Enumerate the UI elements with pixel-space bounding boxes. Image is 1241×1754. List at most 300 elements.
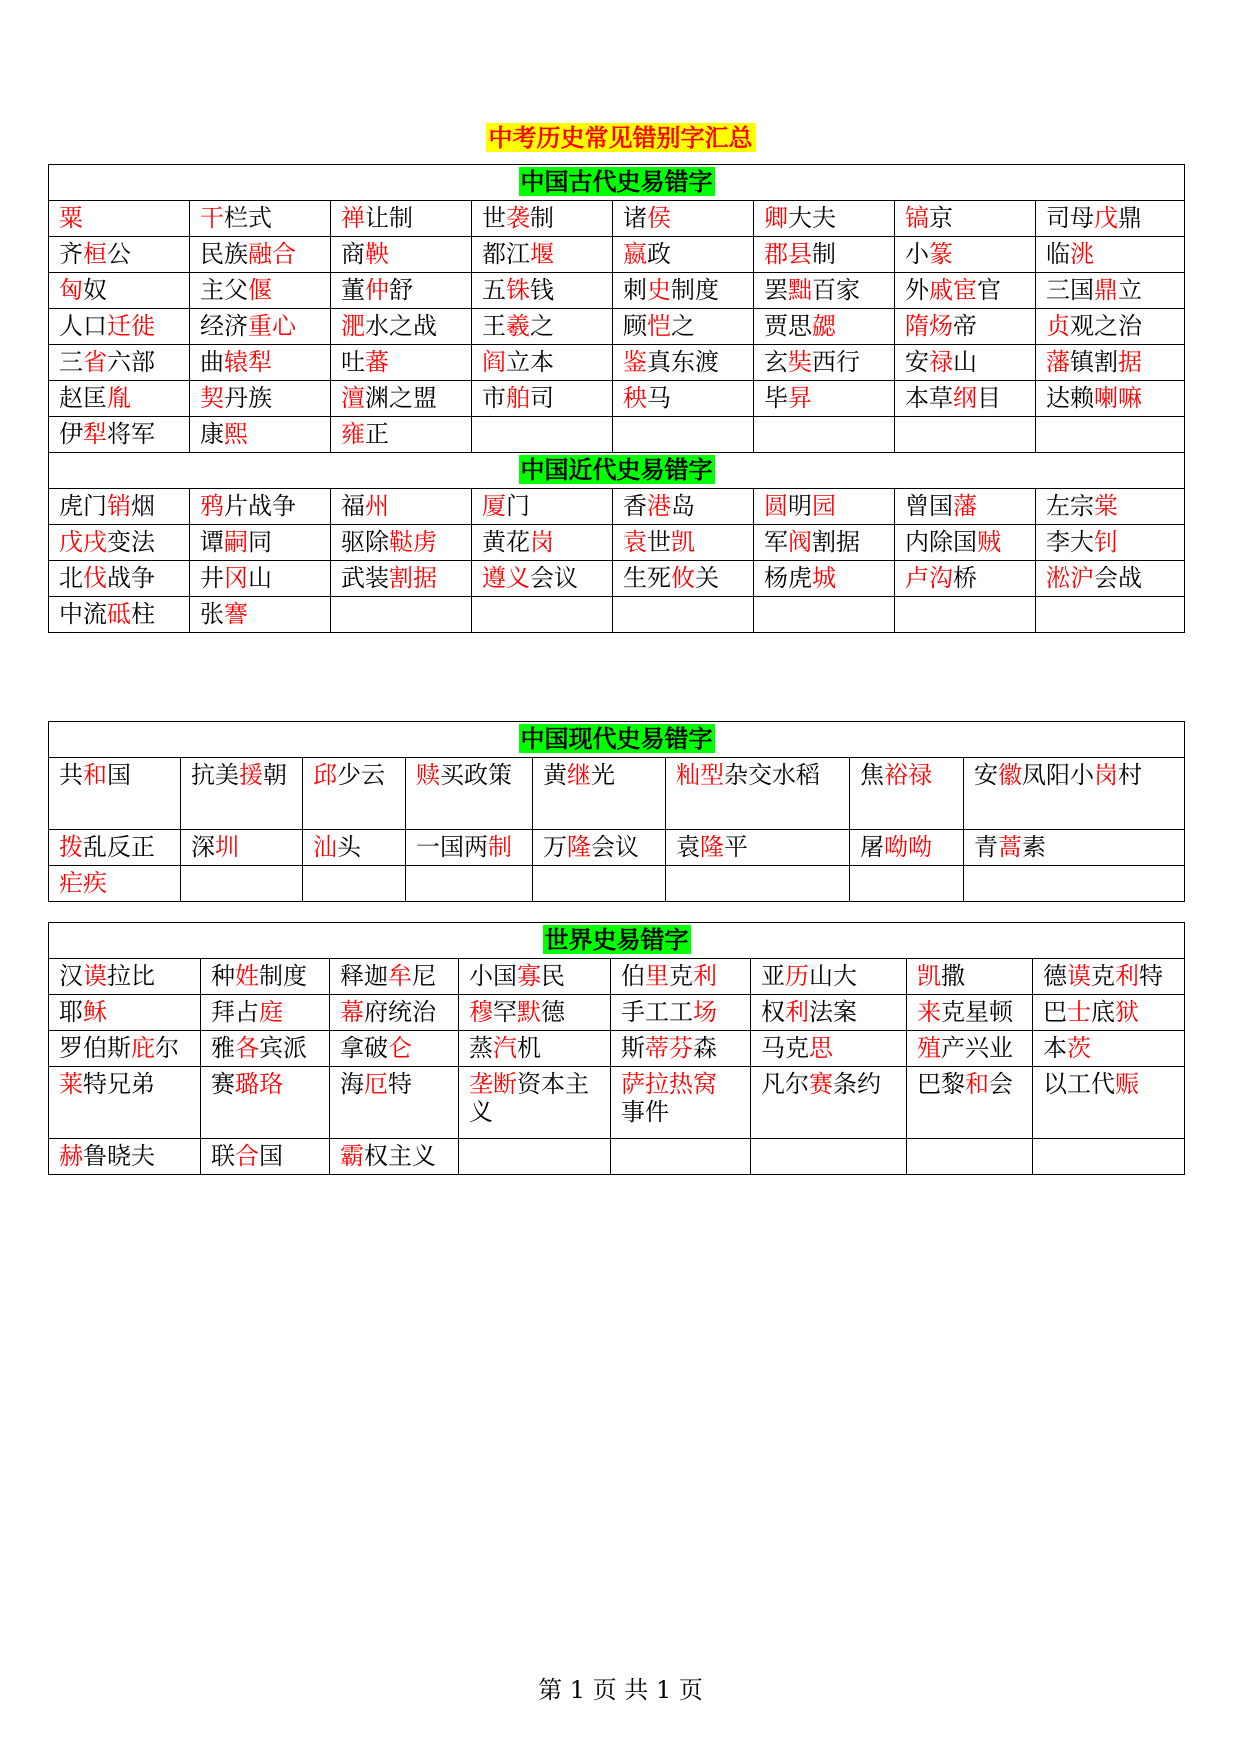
- error-prone-char: 卢沟: [905, 564, 953, 592]
- term-text: 武装: [341, 564, 389, 592]
- term-cell: [895, 273, 1036, 309]
- error-prone-char: 邱: [313, 761, 337, 789]
- term-cell: [49, 237, 190, 273]
- error-prone-char: 厄: [364, 1070, 388, 1098]
- term-text: 三: [59, 348, 83, 376]
- term-cell: [751, 959, 907, 995]
- error-prone-char: 籼型: [676, 761, 724, 789]
- term-text: 桥: [953, 564, 977, 592]
- term-cell: [190, 201, 331, 237]
- term-cell: [472, 489, 613, 525]
- term-text: 刺: [623, 276, 647, 304]
- error-prone-char: 制: [488, 833, 512, 861]
- error-prone-char: 幕: [340, 998, 364, 1026]
- term-cell: [1033, 1067, 1185, 1139]
- term-cell: [895, 489, 1036, 525]
- term-cell: [459, 1139, 611, 1175]
- term-text: 光: [591, 761, 615, 789]
- term-text: 克: [669, 962, 693, 990]
- table-row: [49, 995, 1185, 1031]
- error-prone-char: 仑: [388, 1034, 412, 1062]
- term-cell: [190, 381, 331, 417]
- term-cell: [613, 309, 754, 345]
- term-cell: [181, 866, 303, 902]
- term-text: 董: [341, 276, 365, 304]
- term-cell: [472, 237, 613, 273]
- error-prone-char: 垄断: [469, 1070, 517, 1098]
- term-text: 伯: [621, 962, 645, 990]
- term-text: 奴: [83, 276, 107, 304]
- term-text: 释迦: [340, 962, 388, 990]
- term-cell: [754, 237, 895, 273]
- error-prone-char: 赈: [1115, 1070, 1139, 1098]
- term-cell: [613, 525, 754, 561]
- term-cell: [754, 489, 895, 525]
- term-cell: [754, 525, 895, 561]
- term-text: 制: [812, 240, 836, 268]
- term-cell: [49, 959, 201, 995]
- term-text: 帝: [953, 312, 977, 340]
- error-prone-char: 州: [365, 492, 389, 520]
- error-prone-char: 割据: [389, 564, 437, 592]
- term-text: 权主义: [364, 1142, 436, 1170]
- section-header-ancient: 中国古代史易错字: [49, 165, 1185, 201]
- error-prone-char: 卿: [764, 204, 788, 232]
- term-cell: [1036, 273, 1185, 309]
- term-cell: [331, 381, 472, 417]
- term-cell: [613, 597, 754, 633]
- term-text: 黄花: [482, 528, 530, 556]
- error-prone-char: 合: [235, 1142, 259, 1170]
- term-text: 府统治: [364, 998, 436, 1026]
- error-prone-char: 蕃: [365, 348, 389, 376]
- term-cell: [895, 381, 1036, 417]
- term-cell: [49, 345, 190, 381]
- term-cell: [190, 597, 331, 633]
- term-cell: [190, 489, 331, 525]
- error-prone-char: 鞅: [365, 240, 389, 268]
- term-cell: [850, 758, 964, 830]
- error-prone-char: 迁徙: [107, 312, 155, 340]
- term-cell: [190, 525, 331, 561]
- term-text: 西行: [812, 348, 860, 376]
- error-prone-char: 澶: [341, 384, 365, 412]
- term-cell: [330, 959, 459, 995]
- term-text: 头: [337, 833, 361, 861]
- term-cell: [49, 525, 190, 561]
- term-text: 让制: [365, 204, 413, 232]
- term-cell: [754, 309, 895, 345]
- error-prone-char: 郡县: [764, 240, 812, 268]
- error-prone-char: 利: [693, 962, 717, 990]
- term-text: 村: [1118, 761, 1142, 789]
- error-prone-char: 城: [812, 564, 836, 592]
- term-text: 世: [482, 204, 506, 232]
- term-cell: [49, 830, 181, 866]
- term-text: 同: [248, 528, 272, 556]
- term-cell: [754, 381, 895, 417]
- error-prone-char: 黜: [788, 276, 812, 304]
- term-text: 耶: [59, 998, 83, 1026]
- typo-table-contemporary: [48, 721, 1185, 902]
- error-prone-char: 融合: [248, 240, 296, 268]
- table-row: [49, 309, 1185, 345]
- term-text: 克星顿: [941, 998, 1013, 1026]
- term-text: 海: [340, 1070, 364, 1098]
- term-cell: [895, 525, 1036, 561]
- error-prone-char: 堰: [530, 240, 554, 268]
- term-text: 玄: [764, 348, 788, 376]
- term-cell: [201, 1067, 330, 1139]
- term-cell: [190, 237, 331, 273]
- term-cell: [611, 995, 751, 1031]
- table-row: [49, 866, 1185, 902]
- term-text: 宾派: [259, 1034, 307, 1062]
- error-prone-char: 姓: [235, 962, 259, 990]
- term-text: 栏式: [224, 204, 272, 232]
- error-prone-char: 和: [965, 1070, 989, 1098]
- term-text: 马: [647, 384, 671, 412]
- error-prone-char: 纲: [953, 384, 977, 412]
- term-text: 山: [953, 348, 977, 376]
- term-text: 民族: [200, 240, 248, 268]
- table-row: [49, 1031, 1185, 1067]
- error-prone-char: 重心: [248, 312, 296, 340]
- term-cell: [331, 561, 472, 597]
- error-prone-char: 仲: [365, 276, 389, 304]
- term-cell: [1036, 417, 1185, 453]
- term-cell: [850, 866, 964, 902]
- term-cell: [907, 959, 1033, 995]
- error-prone-char: 思: [809, 1034, 833, 1062]
- term-cell: [190, 273, 331, 309]
- term-cell: [330, 995, 459, 1031]
- term-cell: [613, 561, 754, 597]
- term-cell: [49, 273, 190, 309]
- term-text: 底: [1091, 998, 1115, 1026]
- error-prone-char: 舶: [506, 384, 530, 412]
- error-prone-char: 熙: [224, 420, 248, 448]
- error-prone-char: 牟: [388, 962, 412, 990]
- term-text: 战争: [107, 564, 155, 592]
- error-prone-char: 士: [1067, 998, 1091, 1026]
- term-cell: [190, 345, 331, 381]
- error-prone-char: 寡: [517, 962, 541, 990]
- term-text: 目: [977, 384, 1001, 412]
- section-header-world: 世界史易错字: [49, 923, 1185, 959]
- error-prone-char: 谟: [1067, 962, 1091, 990]
- table-row: [49, 758, 1185, 830]
- error-prone-char: 来: [917, 998, 941, 1026]
- term-cell: [895, 237, 1036, 273]
- term-cell: [330, 1067, 459, 1139]
- term-cell: [459, 959, 611, 995]
- term-text: 政: [647, 240, 671, 268]
- term-cell: [190, 309, 331, 345]
- table-row: [49, 1139, 1185, 1175]
- table-row: [49, 381, 1185, 417]
- term-text: 驱除: [341, 528, 389, 556]
- term-text: 拿破: [340, 1034, 388, 1062]
- error-prone-char: 契: [200, 384, 224, 412]
- term-text: 之: [671, 312, 695, 340]
- table-row: [49, 525, 1185, 561]
- error-prone-char: 喇嘛: [1094, 384, 1142, 412]
- term-text: 民: [541, 962, 565, 990]
- term-cell: [331, 525, 472, 561]
- table-row: [49, 1067, 1185, 1139]
- error-prone-char: 蒿: [998, 833, 1022, 861]
- term-cell: [303, 758, 406, 830]
- error-prone-char: 昇: [788, 384, 812, 412]
- term-cell: [1036, 597, 1185, 633]
- typo-table-world: [48, 922, 1185, 1175]
- term-text: 割据: [812, 528, 860, 556]
- term-text: 巴: [1043, 998, 1067, 1026]
- term-cell: [1036, 201, 1185, 237]
- term-text: 鼎: [1118, 204, 1142, 232]
- term-text: 马克: [761, 1034, 809, 1062]
- term-text: 贾思: [764, 312, 812, 340]
- term-cell: [613, 237, 754, 273]
- error-prone-char: 茨: [1067, 1034, 1091, 1062]
- term-text: 军: [764, 528, 788, 556]
- term-text: 左宗: [1046, 492, 1094, 520]
- term-text: 观之治: [1070, 312, 1142, 340]
- term-text: 袁: [676, 833, 700, 861]
- error-prone-char: 隆: [700, 833, 724, 861]
- term-cell: [49, 1067, 201, 1139]
- term-cell: [181, 830, 303, 866]
- error-prone-char: 徽: [998, 761, 1022, 789]
- error-prone-char: 凯: [671, 528, 695, 556]
- term-text: 撒: [941, 962, 965, 990]
- error-prone-char: 戊: [1094, 204, 1118, 232]
- term-cell: [533, 830, 666, 866]
- error-prone-char: 默: [517, 998, 541, 1026]
- term-text: 少云: [337, 761, 385, 789]
- term-text: 大夫: [788, 204, 836, 232]
- error-prone-char: 稣: [83, 998, 107, 1026]
- term-cell: [1036, 489, 1185, 525]
- term-text: 小国: [469, 962, 517, 990]
- error-prone-char: 偃: [248, 276, 272, 304]
- term-cell: [472, 309, 613, 345]
- term-text: 人口: [59, 312, 107, 340]
- error-prone-char: 阀: [788, 528, 812, 556]
- error-prone-char: 圆: [764, 492, 788, 520]
- term-cell: [751, 995, 907, 1031]
- term-text: 虎门: [59, 492, 107, 520]
- error-prone-char: 鼎: [1094, 276, 1118, 304]
- error-prone-char: 镐: [905, 204, 929, 232]
- term-cell: [459, 1067, 611, 1139]
- term-text: 毕: [764, 384, 788, 412]
- term-text: 齐: [59, 240, 83, 268]
- error-prone-char: 狱: [1115, 998, 1139, 1026]
- error-prone-char: 攸: [671, 564, 695, 592]
- term-text: 尼: [412, 962, 436, 990]
- term-cell: [331, 273, 472, 309]
- term-text: 山: [248, 564, 272, 592]
- table-row: [49, 417, 1185, 453]
- term-cell: [201, 1031, 330, 1067]
- term-text: 世: [647, 528, 671, 556]
- term-text: 烟: [131, 492, 155, 520]
- term-cell: [49, 758, 181, 830]
- term-cell: [331, 597, 472, 633]
- error-prone-char: 棠: [1094, 492, 1118, 520]
- error-prone-char: 洮: [1070, 240, 1094, 268]
- error-prone-char: 粟: [59, 204, 83, 232]
- error-prone-char: 殖: [917, 1034, 941, 1062]
- term-cell: [472, 273, 613, 309]
- term-cell: [472, 345, 613, 381]
- term-cell: [1036, 381, 1185, 417]
- term-text: 森: [693, 1034, 717, 1062]
- term-text: 黄: [543, 761, 567, 789]
- term-text: 德: [1043, 962, 1067, 990]
- error-prone-char: 据: [1118, 348, 1142, 376]
- term-text: 吐: [341, 348, 365, 376]
- term-text: 制度: [259, 962, 307, 990]
- title-wrap: [0, 118, 1241, 153]
- term-text: 克: [1091, 962, 1115, 990]
- error-prone-char: 璐珞: [235, 1070, 283, 1098]
- term-cell: [611, 959, 751, 995]
- term-text: 机: [517, 1034, 541, 1062]
- error-prone-char: 和: [83, 761, 107, 789]
- error-prone-char: 砥: [107, 600, 131, 628]
- term-cell: [201, 1139, 330, 1175]
- table-row: [49, 597, 1185, 633]
- typo-table-ancient-modern: [48, 164, 1185, 633]
- term-cell: [751, 1139, 907, 1175]
- term-text: 北: [59, 564, 83, 592]
- term-text: 福: [341, 492, 365, 520]
- term-text: 拉比: [107, 962, 155, 990]
- error-prone-char: 藩: [1046, 348, 1070, 376]
- error-prone-char: 干: [200, 204, 224, 232]
- term-cell: [907, 995, 1033, 1031]
- error-prone-char: 赎: [416, 761, 440, 789]
- term-text: 汉: [59, 962, 83, 990]
- term-text: 资本主义: [469, 1070, 589, 1126]
- term-text: 岛: [671, 492, 695, 520]
- term-text: 素: [1022, 833, 1046, 861]
- table-row: [49, 561, 1185, 597]
- term-text: 制度: [671, 276, 719, 304]
- term-text: 会议: [530, 564, 578, 592]
- term-text: 雅: [211, 1034, 235, 1062]
- term-text: 中流: [59, 600, 107, 628]
- term-cell: [895, 201, 1036, 237]
- error-prone-char: 霸: [340, 1142, 364, 1170]
- term-cell: [964, 758, 1185, 830]
- error-prone-char: 汕: [313, 833, 337, 861]
- table-row: [49, 489, 1185, 525]
- error-prone-char: 利: [785, 998, 809, 1026]
- term-text: 安: [905, 348, 929, 376]
- term-cell: [895, 309, 1036, 345]
- term-cell: [1036, 345, 1185, 381]
- term-text: 司母: [1046, 204, 1094, 232]
- term-cell: [303, 866, 406, 902]
- term-text: 安: [974, 761, 998, 789]
- term-cell: [907, 1031, 1033, 1067]
- term-text: 钱: [530, 276, 554, 304]
- term-text: 罗伯斯: [59, 1034, 131, 1062]
- error-prone-char: 各: [235, 1034, 259, 1062]
- term-cell: [895, 597, 1036, 633]
- term-text: 将军: [107, 420, 155, 448]
- term-cell: [1036, 309, 1185, 345]
- term-text: 条约: [833, 1070, 881, 1098]
- term-cell: [613, 417, 754, 453]
- error-prone-char: 奘: [788, 348, 812, 376]
- error-prone-char: 羲: [506, 312, 530, 340]
- term-cell: [613, 345, 754, 381]
- error-prone-char: 胤: [107, 384, 131, 412]
- term-text: 深: [191, 833, 215, 861]
- error-prone-char: 岗: [1094, 761, 1118, 789]
- term-text: 以工代: [1043, 1070, 1115, 1098]
- term-cell: [1033, 959, 1185, 995]
- term-cell: [964, 866, 1185, 902]
- term-text: 外: [905, 276, 929, 304]
- table-row: [49, 345, 1185, 381]
- term-text: 一国两: [416, 833, 488, 861]
- error-prone-char: 匈: [59, 276, 83, 304]
- term-text: 特: [1139, 962, 1163, 990]
- term-text: 杨虎: [764, 564, 812, 592]
- table-row: [49, 273, 1185, 309]
- error-prone-char: 鞑虏: [389, 528, 437, 556]
- term-cell: [964, 830, 1185, 866]
- term-text: 张: [200, 600, 224, 628]
- term-text: 立: [1118, 276, 1142, 304]
- error-prone-char: 秧: [623, 384, 647, 412]
- error-prone-char: 继: [567, 761, 591, 789]
- error-prone-char: 嗣: [224, 528, 248, 556]
- error-prone-char: 冈: [224, 564, 248, 592]
- term-cell: [303, 830, 406, 866]
- error-prone-char: 勰: [812, 312, 836, 340]
- term-text: 达赖: [1046, 384, 1094, 412]
- error-prone-char: 疟疾: [59, 869, 107, 897]
- term-text: 赵匡: [59, 384, 107, 412]
- term-text: 凡尔: [761, 1070, 809, 1098]
- term-text: 抗美: [191, 761, 239, 789]
- term-cell: [751, 1031, 907, 1067]
- error-prone-char: 伐: [83, 564, 107, 592]
- term-text: 李大: [1046, 528, 1094, 556]
- term-text: 片战争: [224, 492, 296, 520]
- error-prone-char: 穆: [469, 998, 493, 1026]
- error-prone-char: 贼: [977, 528, 1001, 556]
- term-cell: [1033, 1139, 1185, 1175]
- term-text: 巴黎: [917, 1070, 965, 1098]
- term-text: 井: [200, 564, 224, 592]
- term-cell: [181, 758, 303, 830]
- term-cell: [472, 597, 613, 633]
- term-cell: [1036, 237, 1185, 273]
- error-prone-char: 隆: [567, 833, 591, 861]
- error-prone-char: 史: [647, 276, 671, 304]
- error-prone-char: 援: [239, 761, 263, 789]
- term-text: 种: [211, 962, 235, 990]
- error-prone-char: 谟: [83, 962, 107, 990]
